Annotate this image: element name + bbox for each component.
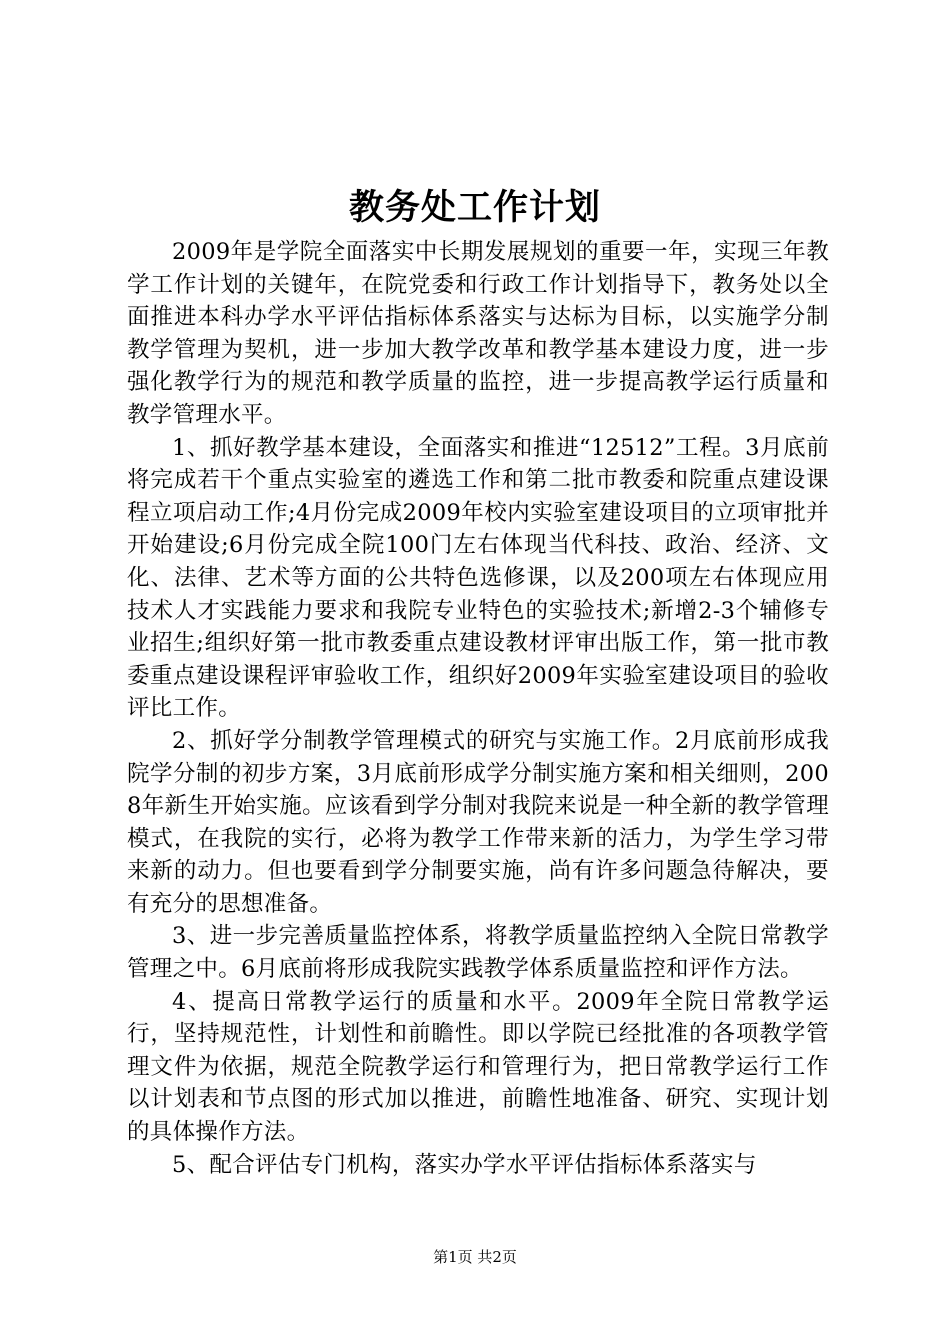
page-footer: 第1页 共2页 [433, 1248, 517, 1266]
intro-paragraph: 2009年是学院全面落实中长期发展规划的重要一年，实现三年教学工作计划的关键年，在院党委和行政工作计划指导下，教务处以全面推进本科办学水平评估指标体系落实与达标为目标，以实施学分制教学管理为契机，进一步加大教学改革和教学基本建设力度，进一步强化教学行为的规范和教学质量的监控，进一步提高教学运行质量和教学管理水平。 [127, 239, 829, 428]
item-3-paragraph: 3、进一步完善质量监控体系，将教学质量监控纳入全院日常教学管理之中。6月底前将形成我院实践教学体系质量监控和评作方法。 [127, 923, 829, 983]
document-title: 教务处工作计划 [348, 187, 601, 228]
item-1-paragraph: 1、抓好教学基本建设，全面落实和推进“12512”工程。3月底前将完成若干个重点实验室的遴选工作和第二批市教委和院重点建设课程立项启动工作;4月份完成2009年校内实验室建设项目的立项审批并开始建设;6月份完成全院100门左右体现当代科技、政治、经济、文化、法律、艺术等方面的公共特色选修课，以及200项左右体现应用技术人才实践能力要求和我院专业特色的实验技术;新增2-3个辅修专业招生;组织好第一批市教委重点建设教材评审出版工作，第一批市教委重点建设课程评审验收工作，组织好2009年实验室建设项目的验收评比工作。 [127, 434, 829, 722]
item-4-paragraph: 4、提高日常教学运行的质量和水平。2009年全院日常教学运行，坚持规范性，计划性和前瞻性。即以学院已经批准的各项教学管理文件为依据，规范全院教学运行和管理行为，把日常教学运行工作以计划表和节点图的形式加以推进，前瞻性地准备、研究、实现计划的具体操作方法。 [127, 988, 829, 1146]
item-5-paragraph: 5、配合评估专门机构，落实办学水平评估指标体系落实与 [172, 1151, 757, 1178]
item-2-paragraph: 2、抓好学分制教学管理模式的研究与实施工作。2月底前形成我院学分制的初步方案，3月底前形成学分制实施方案和相关细则，2008年新生开始实施。应该看到学分制对我院来说是一种全新的教学管理模式，在我院的实行，必将为教学工作带来新的活力，为学生学习带来新的动力。但也要看到学分制要实施，尚有许多问题急待解决，要有充分的思想准备。 [127, 727, 829, 917]
document-body [127, 236, 829, 1181]
